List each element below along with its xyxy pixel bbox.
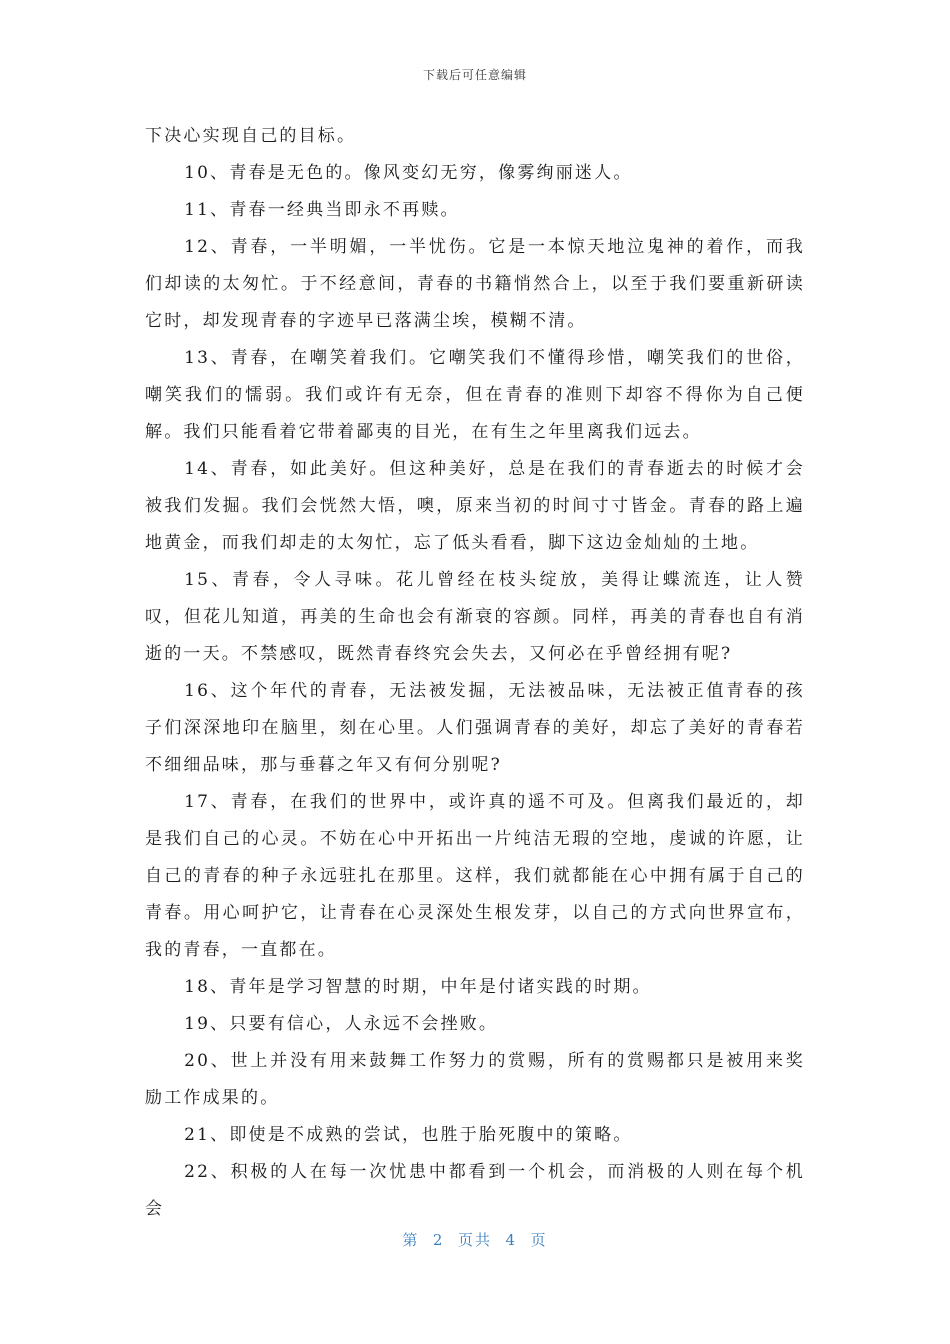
paragraph: 17、青春，在我们的世界中，或许真的遥不可及。但离我们最近的，却是我们自己的心灵。不妨在心中开拓出一片纯洁无瑕的空地，虔诚的许愿，让自己的青春的种子永远驻扎在那里。这样，我们就都能在心中拥有属于自己的青春。用心呵护它，让青春在心灵深处生根发芽，以自己的方式向世界宣布，我的青春，一直都在。 [145,792,805,960]
paragraph: 15、青春，令人寻味。花儿曾经在枝头绽放，美得让蝶流连，让人赞叹，但花儿知道，再美的生命也会有渐衰的容颜。同样，再美的青春也自有消逝的一天。不禁感叹，既然青春终究会失去，又何必在乎曾经拥有呢? [145,570,805,664]
paragraph: 10、青春是无色的。像风变幻无穷，像雾绚丽迷人。 [184,163,633,183]
paragraph: 16、这个年代的青春，无法被发掘，无法被品味，无法被正值青春的孩子们深深地印在脑里，刻在心里。人们强调青春的美好，却忘了美好的青春若不细细品味，那与垂暮之年又有何分别呢? [145,681,805,775]
paragraph: 20、世上并没有用来鼓舞工作努力的赏赐，所有的赏赐都只是被用来奖励工作成果的。 [145,1051,805,1108]
paragraph: 13、青春，在嘲笑着我们。它嘲笑我们不懂得珍惜，嘲笑我们的世俗，嘲笑我们的懦弱。我们或许有无奈，但在青春的准则下却容不得你为自己便解。我们只能看着它带着鄙夷的目光，在有生之年里离我们远去。 [145,348,805,442]
paragraph: 下决心实现自己的目标。 [145,126,357,146]
paragraph: 22、积极的人在每一次忧患中都看到一个机会，而消极的人则在每个机会 [145,1162,805,1219]
paragraph: 14、青春，如此美好。但这种美好，总是在我们的青春逝去的时候才会被我们发掘。我们会恍然大悟，噢，原来当初的时间寸寸皆金。青春的路上遍地黄金，而我们却走的太匆忙，忘了低头看看，脚下这边金灿灿的土地。 [145,459,805,553]
page-header: 下载后可任意编辑 [422,68,527,82]
paragraph: 21、即使是不成熟的尝试，也胜于胎死腹中的策略。 [184,1125,633,1145]
page-number-footer: 第 2 页共 4 页 [402,1231,548,1249]
paragraph: 11、青春一经典当即永不再赎。 [184,200,460,220]
document-body [145,118,805,1228]
paragraph: 12、青春，一半明媚，一半忧伤。它是一本惊天地泣鬼神的着作，而我们却读的太匆忙。于不经意间，青春的书籍悄然合上，以至于我们要重新研读它时，却发现青春的字迹早已落满尘埃，模糊不清。 [145,237,805,331]
paragraph: 19、只要有信心，人永远不会挫败。 [184,1014,499,1034]
paragraph: 18、青年是学习智慧的时期，中年是付诸实践的时期。 [184,977,652,997]
